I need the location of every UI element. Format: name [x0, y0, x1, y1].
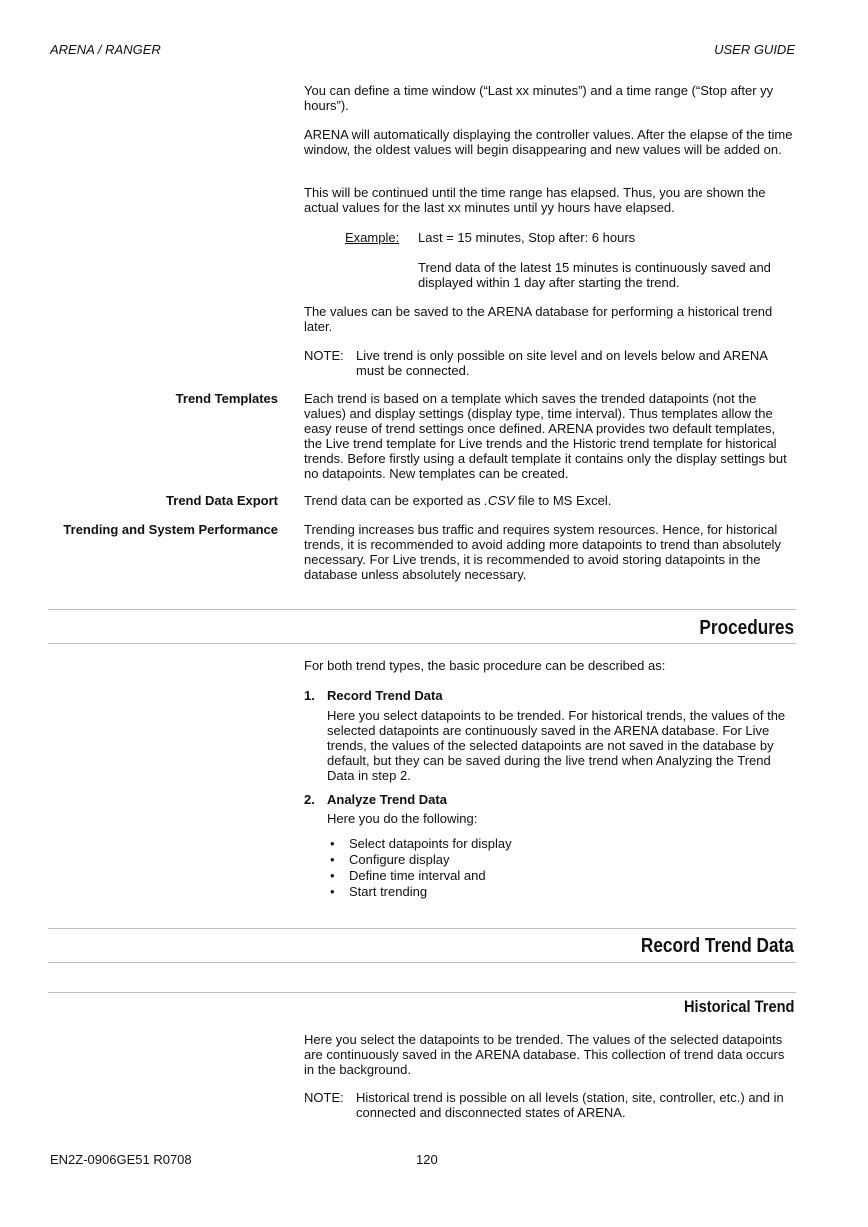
note-label: NOTE: — [304, 348, 344, 363]
step-2-text: Here you do the following: — [327, 811, 478, 826]
note-label: NOTE: — [304, 1090, 344, 1105]
trend-templates-text: Each trend is based on a template which saves the trended datapoints (not the values) and display settings (display type, time interval). Thus templates allow the easy reuse of trend settings once defined. ARENA provides two default templates, the Live trend template for Live trends and the Historic trend template for historical trends. Before firstly using a default template it contains only the display settings but no datapoints. New templates can be created. — [304, 391, 787, 481]
record-trend-heading: Record Trend Data — [641, 935, 794, 957]
step-1-title: Record Trend Data — [327, 688, 443, 703]
example-line-2: Trend data of the latest 15 minutes is continuously saved and displayed within 1 day after starting the trend. — [418, 260, 771, 290]
divider — [48, 992, 796, 993]
intro-paragraph-3: This will be continued until the time range has elapsed. Thus, you are shown the actual values for the last xx minutes until yy hours have elapsed. — [304, 185, 766, 215]
header-right: USER GUIDE — [714, 42, 795, 57]
trend-templates-label: Trend Templates — [175, 391, 278, 406]
trend-export-label: Trend Data Export — [166, 493, 278, 508]
step-2-number: 2. — [304, 792, 315, 807]
analyze-steps-list — [327, 836, 787, 900]
note-text: Historical trend is possible on all levels (station, site, controller, etc.) and in connected and disconnected states of ARENA. — [356, 1090, 784, 1120]
trend-performance-label: Trending and System Performance — [63, 522, 278, 537]
intro-paragraph-4: The values can be saved to the ARENA database for performing a historical trend later. — [304, 304, 773, 334]
example-line-1: Last = 15 minutes, Stop after: 6 hours — [418, 230, 636, 245]
note-text: Live trend is only possible on site level and on levels below and ARENA must be connected. — [356, 348, 768, 378]
divider — [48, 962, 796, 963]
intro-paragraph-2: ARENA will automatically displaying the controller values. After the elapse of the time window, the oldest values will begin disappearing and new values will be added on. — [304, 127, 793, 157]
trend-export-text: Trend data can be exported as .CSV file to MS Excel. — [304, 493, 612, 508]
trend-performance-text: Trending increases bus traffic and requires system resources. Hence, for historical trends, it is recommended to avoid adding more datapoints to trend than absolutely necessary. For Live trends, it is recommended to avoid storing datapoints in the database unless absolutely necessary. — [304, 522, 781, 582]
step-1-text: Here you select datapoints to be trended. For historical trends, the values of the selected datapoints are continuously saved in the ARENA database. For Live trends, the values of the selected datapoints are not saved in the database by default, but they can be saved during the live trend when Analyzing the Trend Data in step 2. — [327, 708, 786, 783]
example-label: Example: — [345, 230, 400, 245]
step-1-number: 1. — [304, 688, 315, 703]
list-item: • Select datapoints for display — [327, 836, 787, 852]
historical-note — [304, 1090, 796, 1120]
intro-paragraph-1: You can define a time window (“Last xx minutes”) and a time range (“Stop after yy hours”). — [304, 83, 774, 113]
step-2-title: Analyze Trend Data — [327, 792, 447, 807]
divider — [48, 609, 796, 610]
list-item: • Configure display — [327, 852, 787, 868]
divider — [48, 928, 796, 929]
historical-trend-heading: Historical Trend — [683, 997, 794, 1016]
list-item: • Define time interval and — [327, 868, 787, 884]
procedures-intro: For both trend types, the basic procedure can be described as: — [304, 658, 666, 673]
divider — [48, 643, 796, 644]
historical-paragraph: Here you select the datapoints to be trended. The values of the selected datapoints are continuously saved in the ARENA database. This collection of trend data occurs in the background. — [304, 1032, 785, 1077]
header-left: ARENA / RANGER — [50, 42, 161, 57]
live-trend-note — [304, 348, 796, 378]
list-item: • Start trending — [327, 884, 787, 900]
footer-document-id: EN2Z-0906GE51 R0708 — [50, 1152, 192, 1167]
procedures-heading: Procedures — [699, 617, 794, 639]
page-number: 120 — [416, 1152, 438, 1167]
